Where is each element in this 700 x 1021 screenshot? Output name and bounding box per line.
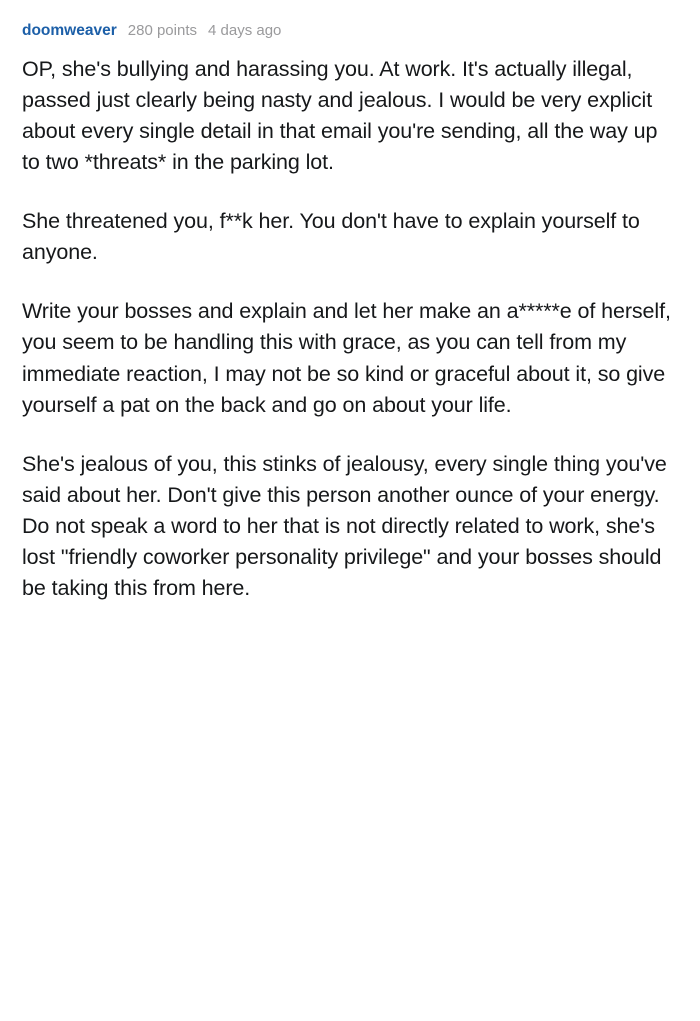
comment-paragraph: OP, she's bullying and harassing you. At work. It's actually illegal, passed just clearly being nasty and jealous. I would be very explicit about every single detail in that email you're sending, all the way up to two *threats* in the parking lot. <box>22 57 658 175</box>
comment-paragraph: She's jealous of you, this stinks of jealousy, every single thing you've said about her. Don't give this person another ounce of your energy. Do not speak a word to her that is not directly related to work, she's lost "friendly coworker personality privilege" and your bosses should be taking this from here. <box>22 451 667 600</box>
comment-points: 280 points <box>127 22 197 39</box>
comment-meta <box>22 22 680 40</box>
comment-timestamp: 4 days ago <box>208 22 282 39</box>
comment-paragraph: Write your bosses and explain and let her make an a*****e of herself, you seem to be handling this with grace, as you can tell from my immediate reaction, I may not be so kind or graceful about it, so give yourself a pat on the back and go on about your life. <box>22 299 671 417</box>
comment-author[interactable]: doomweaver <box>22 22 117 39</box>
comment-paragraph: She threatened you, f**k her. You don't have to explain yourself to anyone. <box>22 209 640 265</box>
comment-body <box>22 54 680 604</box>
